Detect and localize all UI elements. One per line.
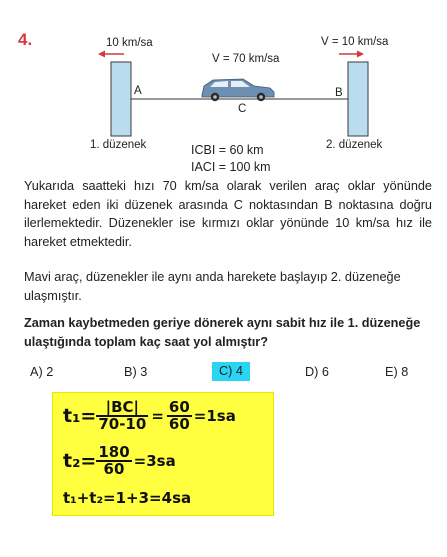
ac-distance: IACI = 100 km — [191, 160, 271, 174]
right-device-label: 2. düzenek — [326, 139, 383, 151]
left-speed-label: 10 km/sa — [106, 37, 153, 49]
car-speed-label: V = 70 km/sa — [212, 53, 280, 65]
point-b-label: B — [335, 87, 343, 99]
left-arrow-icon — [98, 51, 124, 58]
right-speed-label: V = 10 km/sa — [321, 36, 389, 48]
left-device — [111, 62, 131, 136]
solution-note — [53, 393, 273, 515]
right-arrow-icon — [339, 51, 364, 58]
point-a-label: A — [134, 85, 142, 97]
fraction-60-60: $\frac{60}{60}$ — [168, 398, 190, 433]
solution-line-2: t₂= $\frac{180}{60}$ =3sa — [63, 443, 176, 478]
question-paragraph-2: Mavi araç, düzenekler ile aynı anda harekete başlayıp 2. düzeneğe ulaşmıştır. — [24, 270, 401, 303]
right-device — [348, 62, 368, 136]
question-prompt: Zaman kaybetmeden geriye dönerek aynı sabit hız ile 1. düzeneğe ulaştığında toplam kaç saat yol almıştır? — [24, 316, 421, 349]
point-c-label: C — [238, 103, 247, 115]
cb-distance: ICBI = 60 km — [191, 143, 264, 157]
solution-line-1: t₁= $\frac{|BC|}{70-10}$ = $\frac{60}{60}$ =1sa — [63, 398, 236, 433]
option-b[interactable]: B) 3 — [124, 365, 148, 379]
question-paragraph-1: Yukarıda saatteki hızı 70 km/sa olarak verilen araç oklar yönünde hareket eden iki düzenek arasında C noktasından B noktasına doğru ilerlemektedir. Düzenekler ise kırmızı oklar yönünde 10 km/sa hız ile hareket etmektedir. — [24, 179, 432, 250]
solution-line-3: t₁+t₂=1+3=4sa — [63, 489, 192, 507]
car-icon — [202, 79, 274, 101]
question-number: 4. — [18, 30, 33, 49]
option-d[interactable]: D) 6 — [305, 365, 329, 379]
fraction-bc: $\frac{|BC|}{70-10}$ — [98, 398, 147, 433]
fraction-180-60: $\frac{180}{60}$ — [98, 443, 130, 478]
option-c-highlighted[interactable]: C) 4 — [212, 362, 250, 381]
option-e[interactable]: E) 8 — [385, 365, 409, 379]
left-device-label: 1. düzenek — [90, 139, 147, 151]
figure — [0, 0, 447, 180]
option-a[interactable]: A) 2 — [30, 365, 54, 379]
answer-options — [0, 361, 447, 385]
